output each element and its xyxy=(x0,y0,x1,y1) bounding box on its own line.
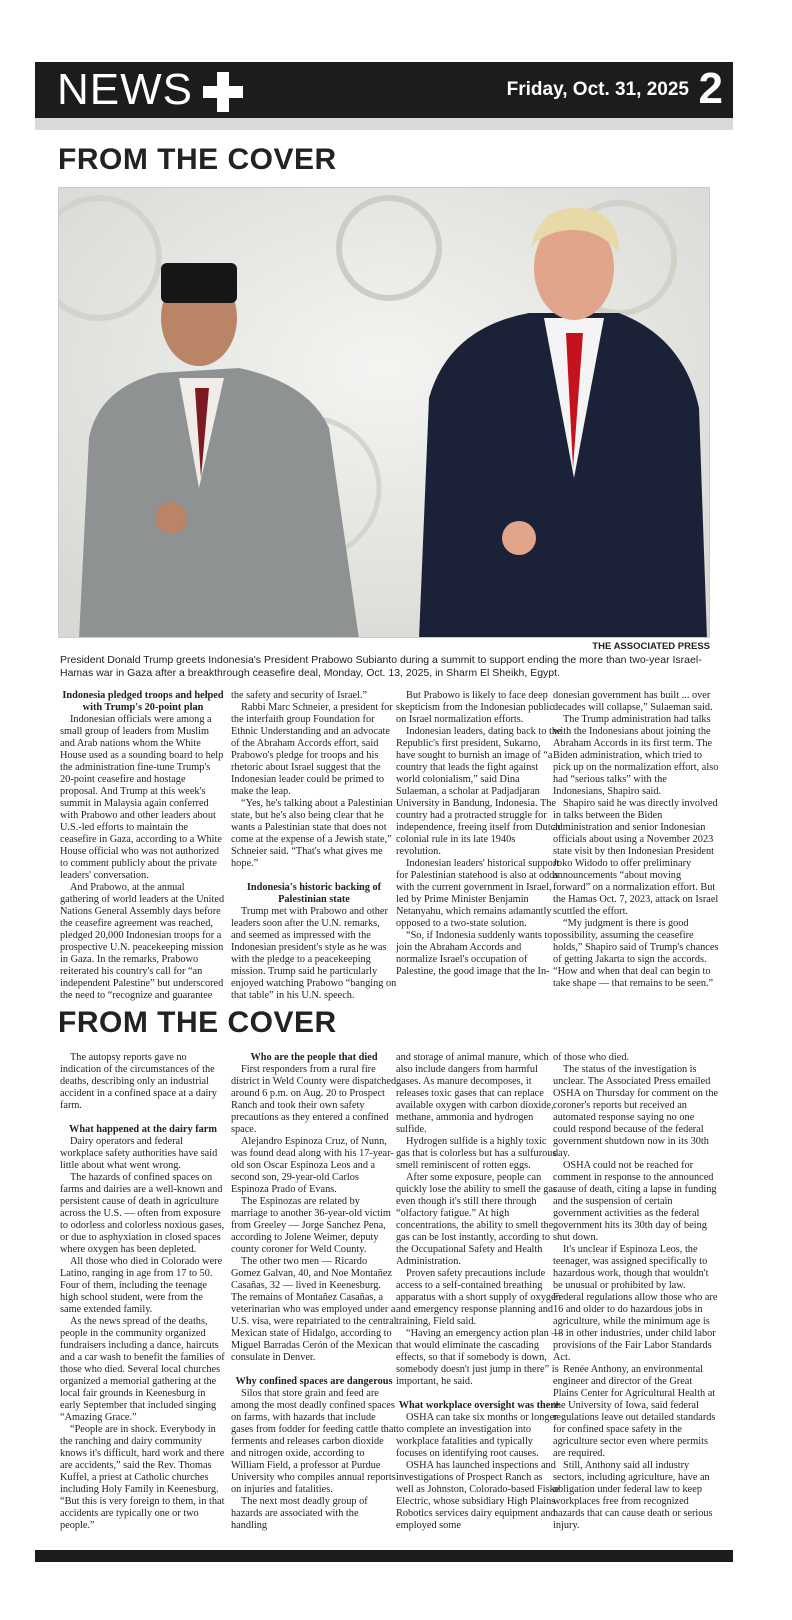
paragraph: OSHA has launched inspections and investigations of Prospect Ranch as well as Johnston, Colorado-based Fiske Electric, whose subsidiary High Plains Robotics services dairy equipment and employed some xyxy=(396,1460,560,1531)
paragraph: “People are in shock. Everybody in the ranching and dairy community knows it's difficult, hard work and there are accidents,” said the Rev. Thomas Kuffel, a priest at Catholic churches including Holy Family in Keenesburg. “But this is very foreign to them, in that accidents are typically one or two people.” xyxy=(60,1424,225,1531)
divider xyxy=(35,118,733,130)
paragraph: The autopsy reports gave no indication of the circumstances of the deaths, describing only an industrial accident in a confined space at a dairy farm. xyxy=(60,1052,217,1111)
paragraph: “My judgment is there is good possibility, assuming the ceasefire holds,” Shapiro said of Trump's chances of getting Jakarta to sign the accords. “How and when that deal can begin to take shape — that remains to be seen.” xyxy=(553,918,719,989)
paragraph: Alejandro Espinoza Cruz, of Nunn, was found dead along with his 17-year-old son Oscar Espinoza Leos and a second son, 29-year-old Carlos Espinoza Prado of Evans. xyxy=(231,1136,394,1195)
paragraph: After some exposure, people can quickly lose the ability to smell the gas even though it's still there through “olfactory fatigue.” At high concentrations, the ability to smell the gas can be lost instantly, according to the Occupational Safety and Health Administration. xyxy=(396,1172,558,1267)
article2-column-2 xyxy=(231,1052,397,1532)
paragraph: Indonesian officials were among a small group of leaders from Muslim and Arab nations whom the White House used as a sounding board to help the administration fine-tune Trump's 20-point ceasefire and hostage proposal. And Trump at this week's summit in Malaysia again conferred with Prabowo and other leaders about U.S.-led efforts to maintain the ceasefire in Gaza, according to a White House official who was not authorized to comment publicly about the private leaders' conversation. xyxy=(60,714,224,881)
paragraph: And Prabowo, at the annual gathering of world leaders at the United Nations General Assembly days before the ceasefire agreement was reached, pledged 20,000 Indonesian troops for a prospective U.N. peacekeeping mission in Gaza. In the remarks, Prabowo reiterated his country's call for “an independent Palestine” but underscored the need to “recognize and guarantee xyxy=(60,882,225,1001)
paragraph: “Having an emergency action plan — that would eliminate the cascading effects, so that if somebody is down, somebody doesn't just jump in there” is important, he said. xyxy=(396,1328,562,1387)
footer-bar xyxy=(35,1550,733,1562)
masthead xyxy=(35,62,733,118)
brand-logo: NEWS xyxy=(57,65,193,114)
paragraph: donesian government has built ... over decades will collapse,” Sulaeman said. xyxy=(553,690,713,713)
paragraph: Dairy operators and federal workplace safety authorities have said little about what went wrong. xyxy=(60,1136,218,1171)
paragraph: “Yes, he's talking about a Palestinian state, but he's also being clear that he wants a Palestinian state that does not come at the expense of a Jewish state,” Schneier said. “That's what gives me hope.” xyxy=(231,798,393,869)
paragraph: Indonesian leaders, dating back to the Republic's first president, Sukarno, have sought to burnish an image of “a country that leads the fight against world colonialism,” said Dina Sulaeman, a scholar at Padjadjaran University in Bandung, Indonesia. The country had a protracted struggle for independence, freeing itself from Dutch colonial rule in its late 1940s revolution. xyxy=(396,726,562,857)
paragraph: Indonesian leaders' historical support for Palestinian statehood is also at odds with the current government in Israel, led by Prime Minister Benjamin Netanyahu, which remains adamantly opposed to a two-state solution. xyxy=(396,858,560,929)
subheading: Why confined spaces are dangerous xyxy=(235,1376,393,1387)
paragraph: the safety and security of Israel.” xyxy=(231,690,368,701)
article1-column-1 xyxy=(60,690,226,1002)
subheading: Who are the people that died xyxy=(250,1052,378,1063)
paragraph: The hazards of confined spaces on farms and dairies are a well-known and persistent cause of death in agriculture across the U.S. — often from exposure to odorless and colorless noxious gases, or due to asphyxiation in closed spaces where oxygen has been depleted. xyxy=(60,1172,225,1255)
paragraph: and storage of animal manure, which also include dangers from harmful gases. As manure decomposes, it releases toxic gases that can replace available oxygen with carbon dioxide, methane, ammonia and hydrogen sulfide. xyxy=(396,1052,554,1135)
article2-column-1 xyxy=(60,1052,226,1532)
paragraph: First responders from a rural fire district in Weld County were dispatched around 6 p.m. on Aug. 20 to Prospect Ranch and took their own safety precautions as they entered a confined space. xyxy=(231,1064,397,1135)
section-heading: FROM THE COVER xyxy=(58,143,337,176)
photo-credit: THE ASSOCIATED PRESS xyxy=(592,641,710,652)
news-photo xyxy=(58,187,710,638)
paragraph: The next most deadly group of hazards are associated with the handling xyxy=(231,1496,368,1531)
article1-column-3 xyxy=(396,690,562,978)
paragraph: The status of the investigation is unclear. The Associated Press emailed OSHA on Thursday for comment on the coroner's reports but received an automated response saying no one could respond because of the federal government shutdown now in its 30th day. xyxy=(553,1064,719,1159)
paragraph: Trump met with Prabowo and other leaders soon after the U.N. remarks, and seemed as impressed with the Indonesian president's style as he was with the pledge to a peacekeeping mission. Trump said he particularly enjoyed watching Prabowo “banging on that table” in his U.N. speech. xyxy=(231,906,397,1001)
paragraph: “So, if Indonesia suddenly wants to join the Abraham Accords and normalize Israel's occupation of Palestine, the good image that the In- xyxy=(396,930,553,977)
paragraph: Shapiro said he was directly involved in talks between the Biden administration and senior Indonesian officials about using a November 2023 state visit by then Indonesian President Joko Widodo to offer preliminary announcements “about moving forward” on a normalization effort. But the Hamas Oct. 7, 2023, attack on Israel scuttled the effort. xyxy=(553,798,719,917)
paragraph: It's unclear if Espinoza Leos, the teenager, was assigned specifically to hazardous work, though that wouldn't be unusual or prohibited by law. Federal regulations allow those who are 16 and older to do hazardous jobs in agriculture, while the minimum age is 18 in other industries, under child labor provisions of the Fair Labor Standards Act. xyxy=(553,1244,718,1363)
paragraph: OSHA could not be reached for comment in response to the announced cause of death, citing a lapse in funding and the suspension of certain government activities as the federal government hits its 30th day of being shut down. xyxy=(553,1160,717,1243)
paragraph: But Prabowo is likely to face deep skepticism from the Indonesian public on Israel normalization efforts. xyxy=(396,690,554,725)
paragraph: As the news spread of the deaths, people in the community organized fundraisers including a dance, haircuts and a car wash to benefit the families of those who died. Several local churches organized a memorial gathering at the local fair grounds in Keenesburg in early September that included singing “Amazing Grace.” xyxy=(60,1316,225,1423)
subheading: What happened at the dairy farm xyxy=(69,1124,217,1135)
article1-column-2 xyxy=(231,690,397,1002)
paragraph: Rabbi Marc Schneier, a president for the interfaith group Foundation for Ethnic Understanding and an advocate of the Abraham Accords effort, said Prabowo's pledge for troops and his rhetoric about Israel suggest that the Indonesian leader could be primed to make the leap. xyxy=(231,702,393,797)
section-heading: FROM THE COVER xyxy=(58,1006,337,1039)
paragraph: of those who died. xyxy=(553,1052,630,1063)
paragraph: The Trump administration had talks with the Indonesians about joining the Abraham Accords in its first term. The Biden administration, which tried to pick up on the normalization effort, also had “serious talks” with the Indonesians, Shapiro said. xyxy=(553,714,719,797)
article2-column-3 xyxy=(396,1052,562,1532)
subheading: Indonesia pledged troops and helped with Trump's 20-point plan xyxy=(62,690,224,713)
paragraph: Still, Anthony said all industry sectors, including agriculture, have an obligation under federal law to keep workplaces free from recognized hazards that can cause death or serious injury. xyxy=(553,1460,713,1531)
issue-date: Friday, Oct. 31, 2025 xyxy=(506,79,689,100)
paragraph: Renée Anthony, an environmental engineer and director of the Great Plains Center for Agricultural Health at the University of Iowa, said federal regulations leave out detailed standards for confined space safety in the agriculture sector even where permits are required. xyxy=(553,1364,716,1459)
article2-column-4 xyxy=(553,1052,719,1532)
paragraph: Hydrogen sulfide is a highly toxic gas that is colorless but has a sulfurous smell reminiscent of rotten eggs. xyxy=(396,1136,557,1171)
subheading: What workplace oversight was there xyxy=(398,1400,560,1411)
paragraph: Silos that store grain and feed are among the most deadly confined spaces on farms, with hazards that include gases from fodder for feeding cattle that ferments and releases carbon dioxide and nitrogen oxide, according to William Field, a professor at Purdue University who compiles annual reports on injuries and fatalities. xyxy=(231,1388,397,1495)
paragraph: The Espinozas are related by marriage to another 36-year-old victim from Greeley — Jorge Sanchez Pena, according to Jolene Weimer, deputy county coroner for Weld County. xyxy=(231,1196,391,1255)
paragraph: Proven safety precautions include access to a self-contained breathing apparatus with a short supply of oxygen and emergency response planning and training, Field said. xyxy=(396,1268,561,1327)
plus-icon xyxy=(203,72,243,112)
page-number: 2 xyxy=(698,64,723,113)
paragraph: The other two men — Ricardo Gomez Galvan, 40, and Noe Montañez Casañas, 32 — lived in Keenesburg. The remains of Montañez Casañas, a veterinarian who was employed under a U.S. visa, were repatriated to the central Mexican state of Hidalgo, according to Miguel Barradas Cerón of the Mexican consulate in Denver. xyxy=(231,1256,397,1363)
subheading: Indonesia's historic backing of Palestinian state xyxy=(246,882,382,905)
paragraph: All those who died in Colorado were Latino, ranging in age from 17 to 50. Four of them, including the teenage high school student, were from the same extended family. xyxy=(60,1256,223,1315)
photo-caption: President Donald Trump greets Indonesia's President Prabowo Subianto during a summit to support ending the more than two-year Israel-Hamas war in Gaza after a breakthrough ceasefire deal, Monday, Oct. 13, 2025, in Sharm El Sheikh, Egypt. xyxy=(60,654,702,679)
article1-column-4 xyxy=(553,690,719,990)
paragraph: OSHA can take six months or longer to complete an investigation into workplace fatalities and typically focuses on identifying root causes. xyxy=(396,1412,558,1459)
